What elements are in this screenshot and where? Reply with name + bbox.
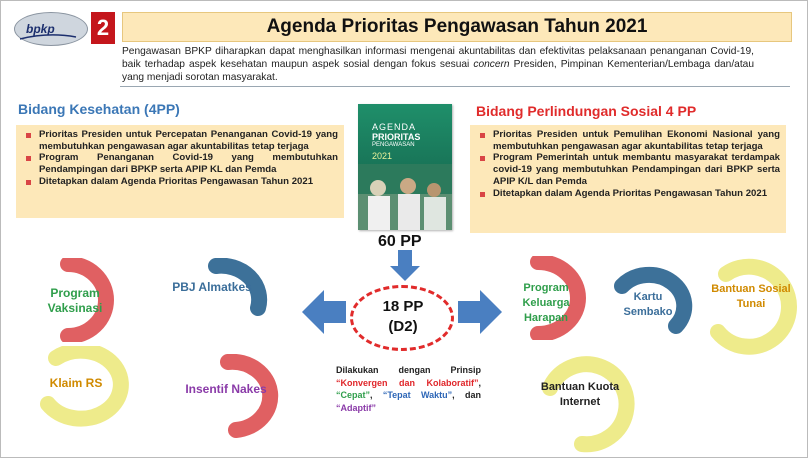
label-bantuan-kuota-internet: Bantuan Kuota Internet [540,381,620,408]
left-heading: Bidang Kesehatan (4PP) [18,101,180,117]
intro-text: Pengawasan BPKP diharapkan dapat menghasilkan informasi mengenai akuntabilitas dan efektivitas pelaksanaan penanganan Covid-19, baik terhadap aspek kesehatan maupun aspek sosial dengan fokus sesuai [122,46,754,70]
bullet-item: Program Pemerintah untuk membantu masyarakat terdampak covid-19 yang membutuhkan Pendampingan dari BPKP serta APIP K/L dan Pemda [476,152,780,187]
label-program-keluarga-harapan: Program Keluarga Harapan [522,282,570,324]
page-number: 2 [91,12,115,44]
book-cover [358,104,452,230]
left-arrow-icon [302,290,346,334]
bullet-square-icon [26,156,31,161]
bullet-square-icon [480,133,485,138]
bullet-square-icon [26,133,31,138]
down-arrow-icon [390,250,420,282]
cover-year: 2021 [372,151,393,161]
logo-text: bpkp [26,22,55,36]
label-program-vaksinasi: Program Vaksinasi [47,286,103,315]
pp60-label: 60 PP [378,233,422,250]
bullet-item: Ditetapkan dalam Agenda Prioritas Pengawasan Tahun 2021 [476,188,780,200]
ring-pbj [166,258,276,338]
label-bantuan-sosial-tunai: Bantuan Sosial Tunai [711,283,791,310]
cover-photo-icon [358,164,452,230]
right-bullet-box [470,125,786,233]
bullet-item: Prioritas Presiden untuk Percepatan Penanganan Covid-19 yang membutuhkan pengawasan agar akuntabilitas tetap terjaga [22,129,338,152]
label-insentif-nakes: Insentif Nakes [185,382,267,396]
intro-text-end: Presiden, Pimpinan Kementerian/Lembaga dan/atau yang menjadi sorotan masyarakat. [122,59,755,83]
logo-swoosh-icon [18,34,78,41]
cover-title-1: AGENDA [372,122,417,132]
page-title: Agenda Prioritas Pengawasan Tahun 2021 [122,12,792,42]
bullet-square-icon [480,156,485,161]
bullet-item: Prioritas Presiden untuk Pemulihan Ekonomi Nasional yang membutuhkan pengawasan agar akuntabilitas tetap terjaga [476,129,780,152]
label-klaim-rs: Klaim RS [49,376,103,390]
bullet-square-icon [480,192,485,197]
cover-title-3: PENGAWASAN [372,142,415,148]
left-bullet-box [16,125,344,218]
pp18-label: 18 PP [382,298,424,315]
bullet-item: Program Penanganan Covid-19 yang membutuhkan Pendampingan dari BPKP serta APIP KL dan Pemda [22,152,338,175]
intro-paragraph [122,45,754,84]
intro-italic: concern [473,59,510,70]
label-kartu-sembako: Kartu Sembako [623,291,673,318]
right-heading: Bidang Perlindungan Sosial 4 PP [476,103,697,119]
divider [120,86,790,87]
d2-label: (D2) [388,318,418,335]
cover-title-2: PRIORITAS [372,132,421,142]
principle-text: Dilakukan dengan Prinsip “Konvergen dan Kolaboratif”, “Cepat”, “Tepat Waktu”, dan “Adaptif” [336,365,481,413]
bullet-item: Ditetapkan dalam Agenda Prioritas Pengawasan Tahun 2021 [22,176,338,188]
label-pbj-almatkes: PBJ Almatkes [172,280,252,294]
bullet-square-icon [26,180,31,185]
